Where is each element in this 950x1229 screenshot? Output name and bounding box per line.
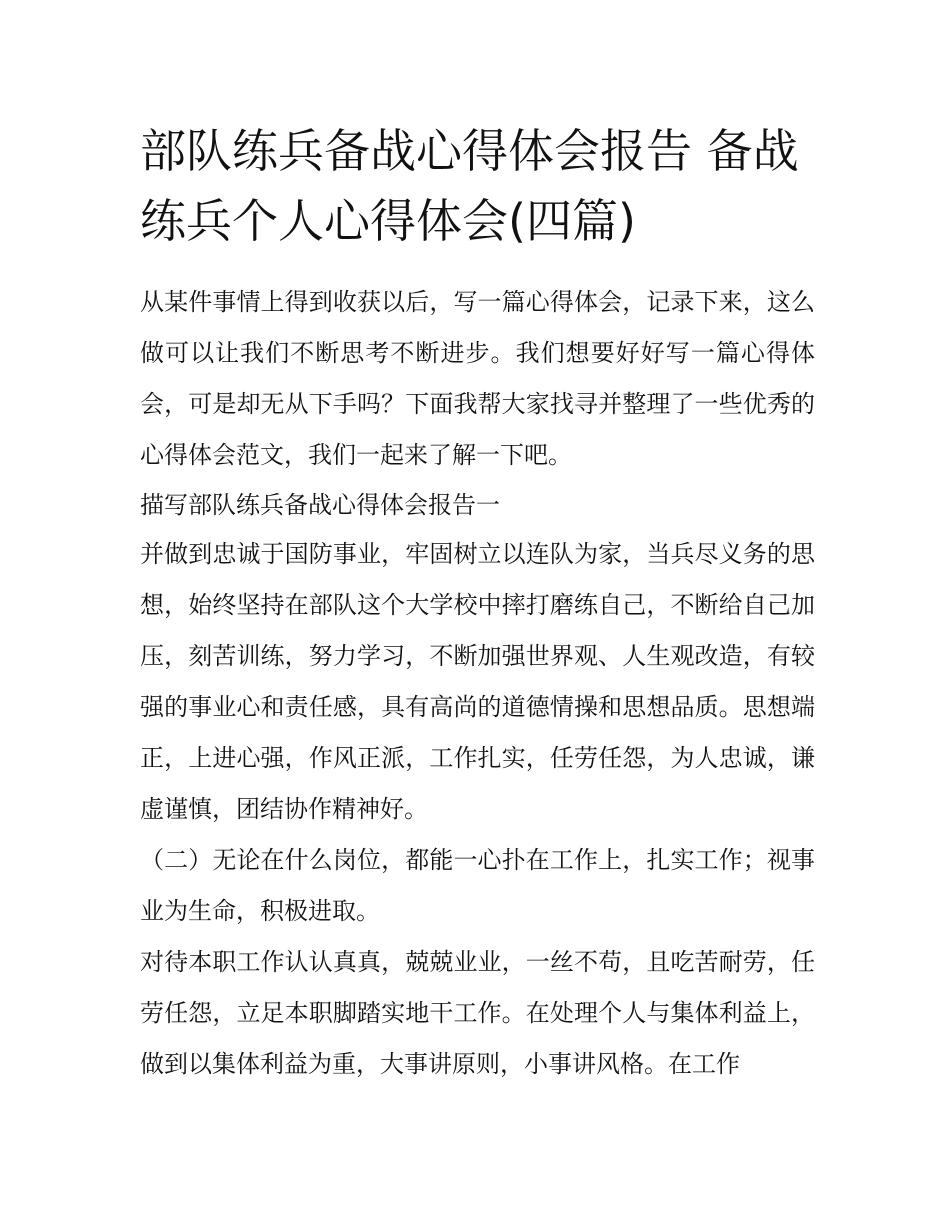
subsection-paragraph: （二）无论在什么岗位，都能一心扑在工作上，扎实工作；视事业为生命，积极进取。	[140, 846, 815, 925]
document-title: 部队练兵备战心得体会报告 备战练兵个人心得体会(四篇)	[140, 124, 799, 248]
body-paragraph: 对待本职工作认认真真，兢兢业业，一丝不苟，且吃苦耐劳，任劳任怨，立足本职脚踏实地干工作。在处理个人与集体利益上，做到以集体利益为重，大事讲原则，小事讲风格。在工作	[140, 948, 815, 1078]
body-paragraph: 并做到忠诚于国防事业，牢固树立以连队为家，当兵尽义务的思想，始终坚持在部队这个大学校中摔打磨练自己，不断给自己加压，刻苦训练，努力学习，不断加强世界观、人生观改造，有较强的事业心和责任感，具有高尚的道德情操和思想品质。思想端正，上进心强，作风正派，工作扎实，任劳任怨，为人忠诚，谦虚谨慎，团结协作精神好。	[140, 540, 815, 823]
section-heading: 描写部队练兵备战心得体会报告一	[140, 491, 500, 519]
document-body	[140, 277, 815, 1090]
intro-paragraph: 从某件事情上得到收获以后，写一篇心得体会，记录下来，这么做可以让我们不断思考不断进步。我们想要好好写一篇心得体会，可是却无从下手吗？下面我帮大家找寻并整理了一些优秀的心得体会范文，我们一起来了解一下吧。	[140, 288, 815, 469]
